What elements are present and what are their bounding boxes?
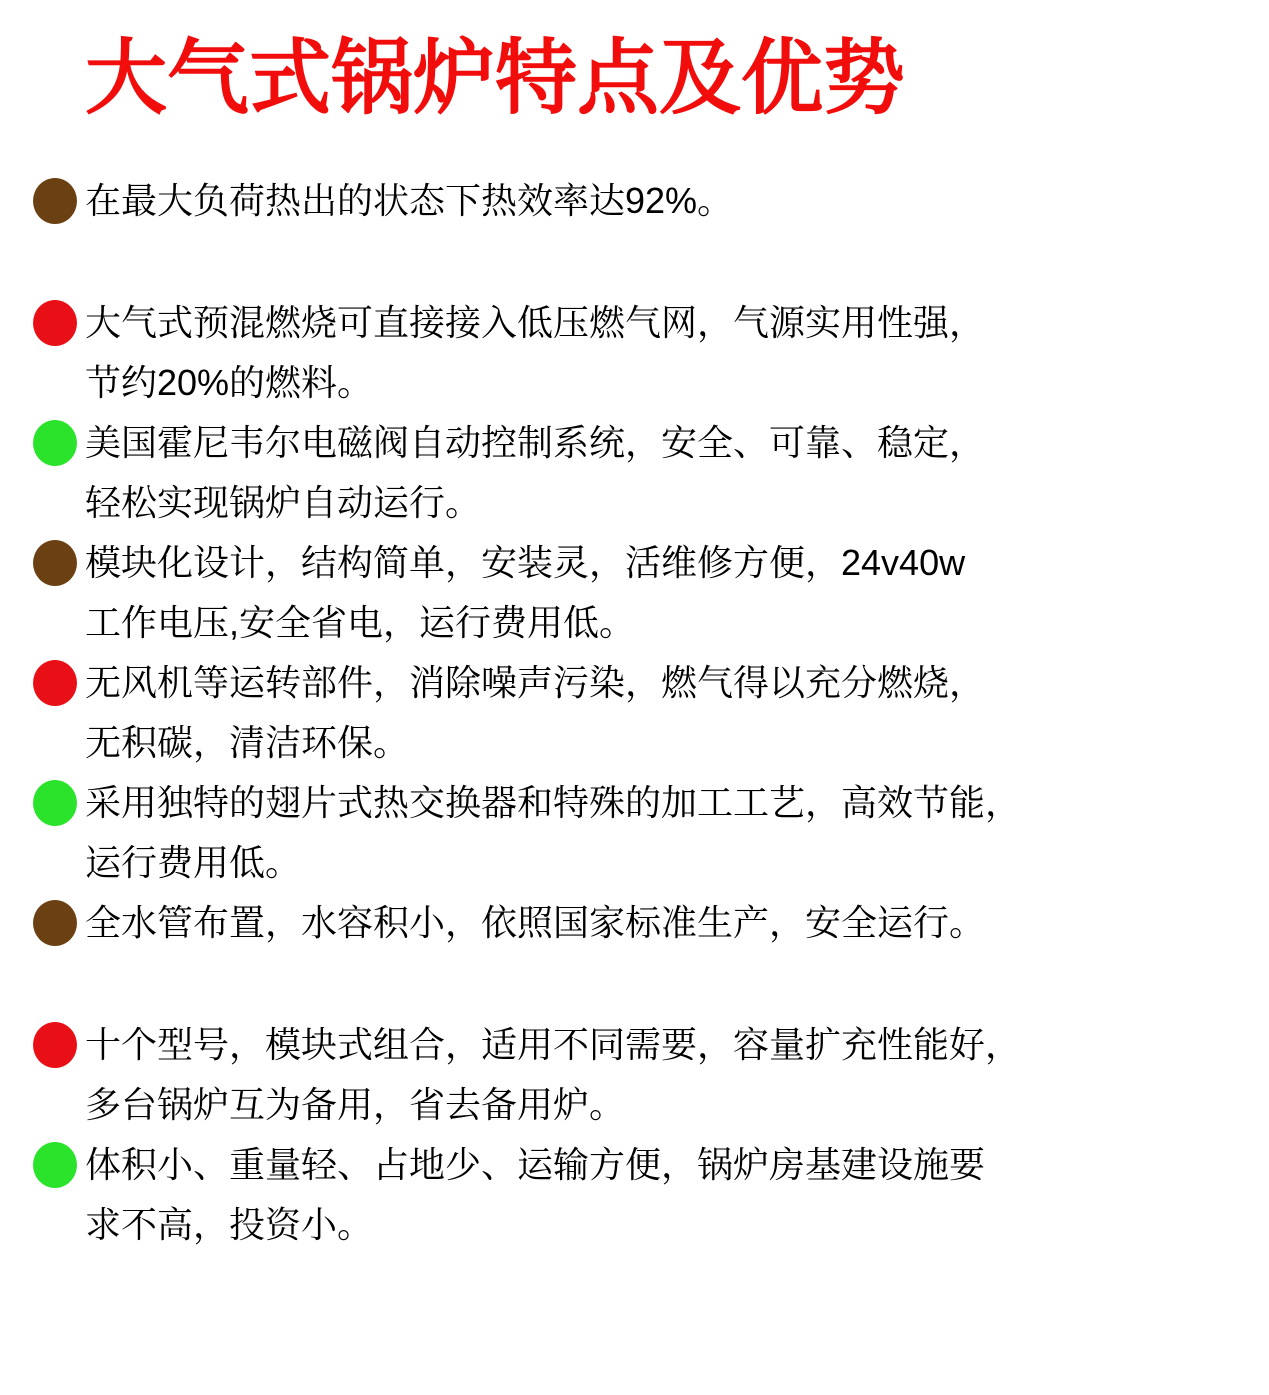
list-item [33, 1015, 1269, 1135]
list-item [33, 171, 1269, 231]
item-text [85, 413, 1269, 533]
list-item [33, 893, 1269, 953]
list-item [33, 413, 1269, 533]
list-item [33, 653, 1269, 773]
list-item [33, 773, 1269, 893]
page-title: 大气式锅炉特点及优势 [85, 33, 906, 124]
item-line: 在最大负荷热出的状态下热效率达92%。 [85, 179, 734, 221]
bullet-dot-icon [33, 540, 77, 586]
feature-list [0, 171, 1269, 1255]
bullet-dot-icon [33, 780, 77, 826]
bullet-dot-icon [33, 1142, 77, 1188]
bullet-dot-icon [33, 900, 77, 946]
item-line: 美国霍尼韦尔电磁阀自动控制系统，安全、可靠、稳定， [85, 421, 986, 463]
item-text [85, 893, 1269, 953]
item-line: 运行费用低。 [85, 841, 302, 883]
item-line: 轻松实现锅炉自动运行。 [85, 481, 482, 523]
item-line: 全水管布置，水容积小，依照国家标准生产，安全运行。 [85, 901, 986, 943]
item-text [85, 533, 1269, 653]
list-item [33, 293, 1269, 413]
bullet-dot-icon [33, 300, 77, 346]
item-text [85, 773, 1269, 893]
item-line: 节约20%的燃料。 [85, 361, 374, 403]
item-line: 无风机等运转部件，消除噪声污染，燃气得以充分燃烧， [85, 661, 986, 703]
item-text [85, 1135, 1269, 1255]
item-text [85, 171, 1269, 231]
item-line: 大气式预混燃烧可直接接入低压燃气网，气源实用性强， [85, 301, 986, 343]
item-line: 工作电压,安全省电，运行费用低。 [85, 601, 636, 643]
bullet-dot-icon [33, 178, 77, 224]
item-text [85, 653, 1269, 773]
list-item [33, 1135, 1269, 1255]
item-text [85, 1015, 1269, 1135]
item-line: 模块化设计，结构简单，安装灵，活维修方便，24v40w [85, 541, 966, 583]
item-line: 十个型号，模块式组合，适用不同需要，容量扩充性能好， [85, 1023, 1022, 1065]
item-line: 多台锅炉互为备用，省去备用炉。 [85, 1083, 626, 1125]
item-line: 体积小、重量轻、占地少、运输方便，锅炉房基建设施要 [85, 1143, 986, 1185]
item-line: 无积碳，清洁环保。 [85, 721, 410, 763]
bullet-dot-icon [33, 420, 77, 466]
item-text [85, 293, 1269, 413]
list-item [33, 533, 1269, 653]
bullet-dot-icon [33, 1022, 77, 1068]
item-line: 求不高，投资小。 [85, 1203, 374, 1245]
bullet-dot-icon [33, 660, 77, 706]
item-line: 采用独特的翅片式热交换器和特殊的加工工艺，高效节能， [85, 781, 1022, 823]
